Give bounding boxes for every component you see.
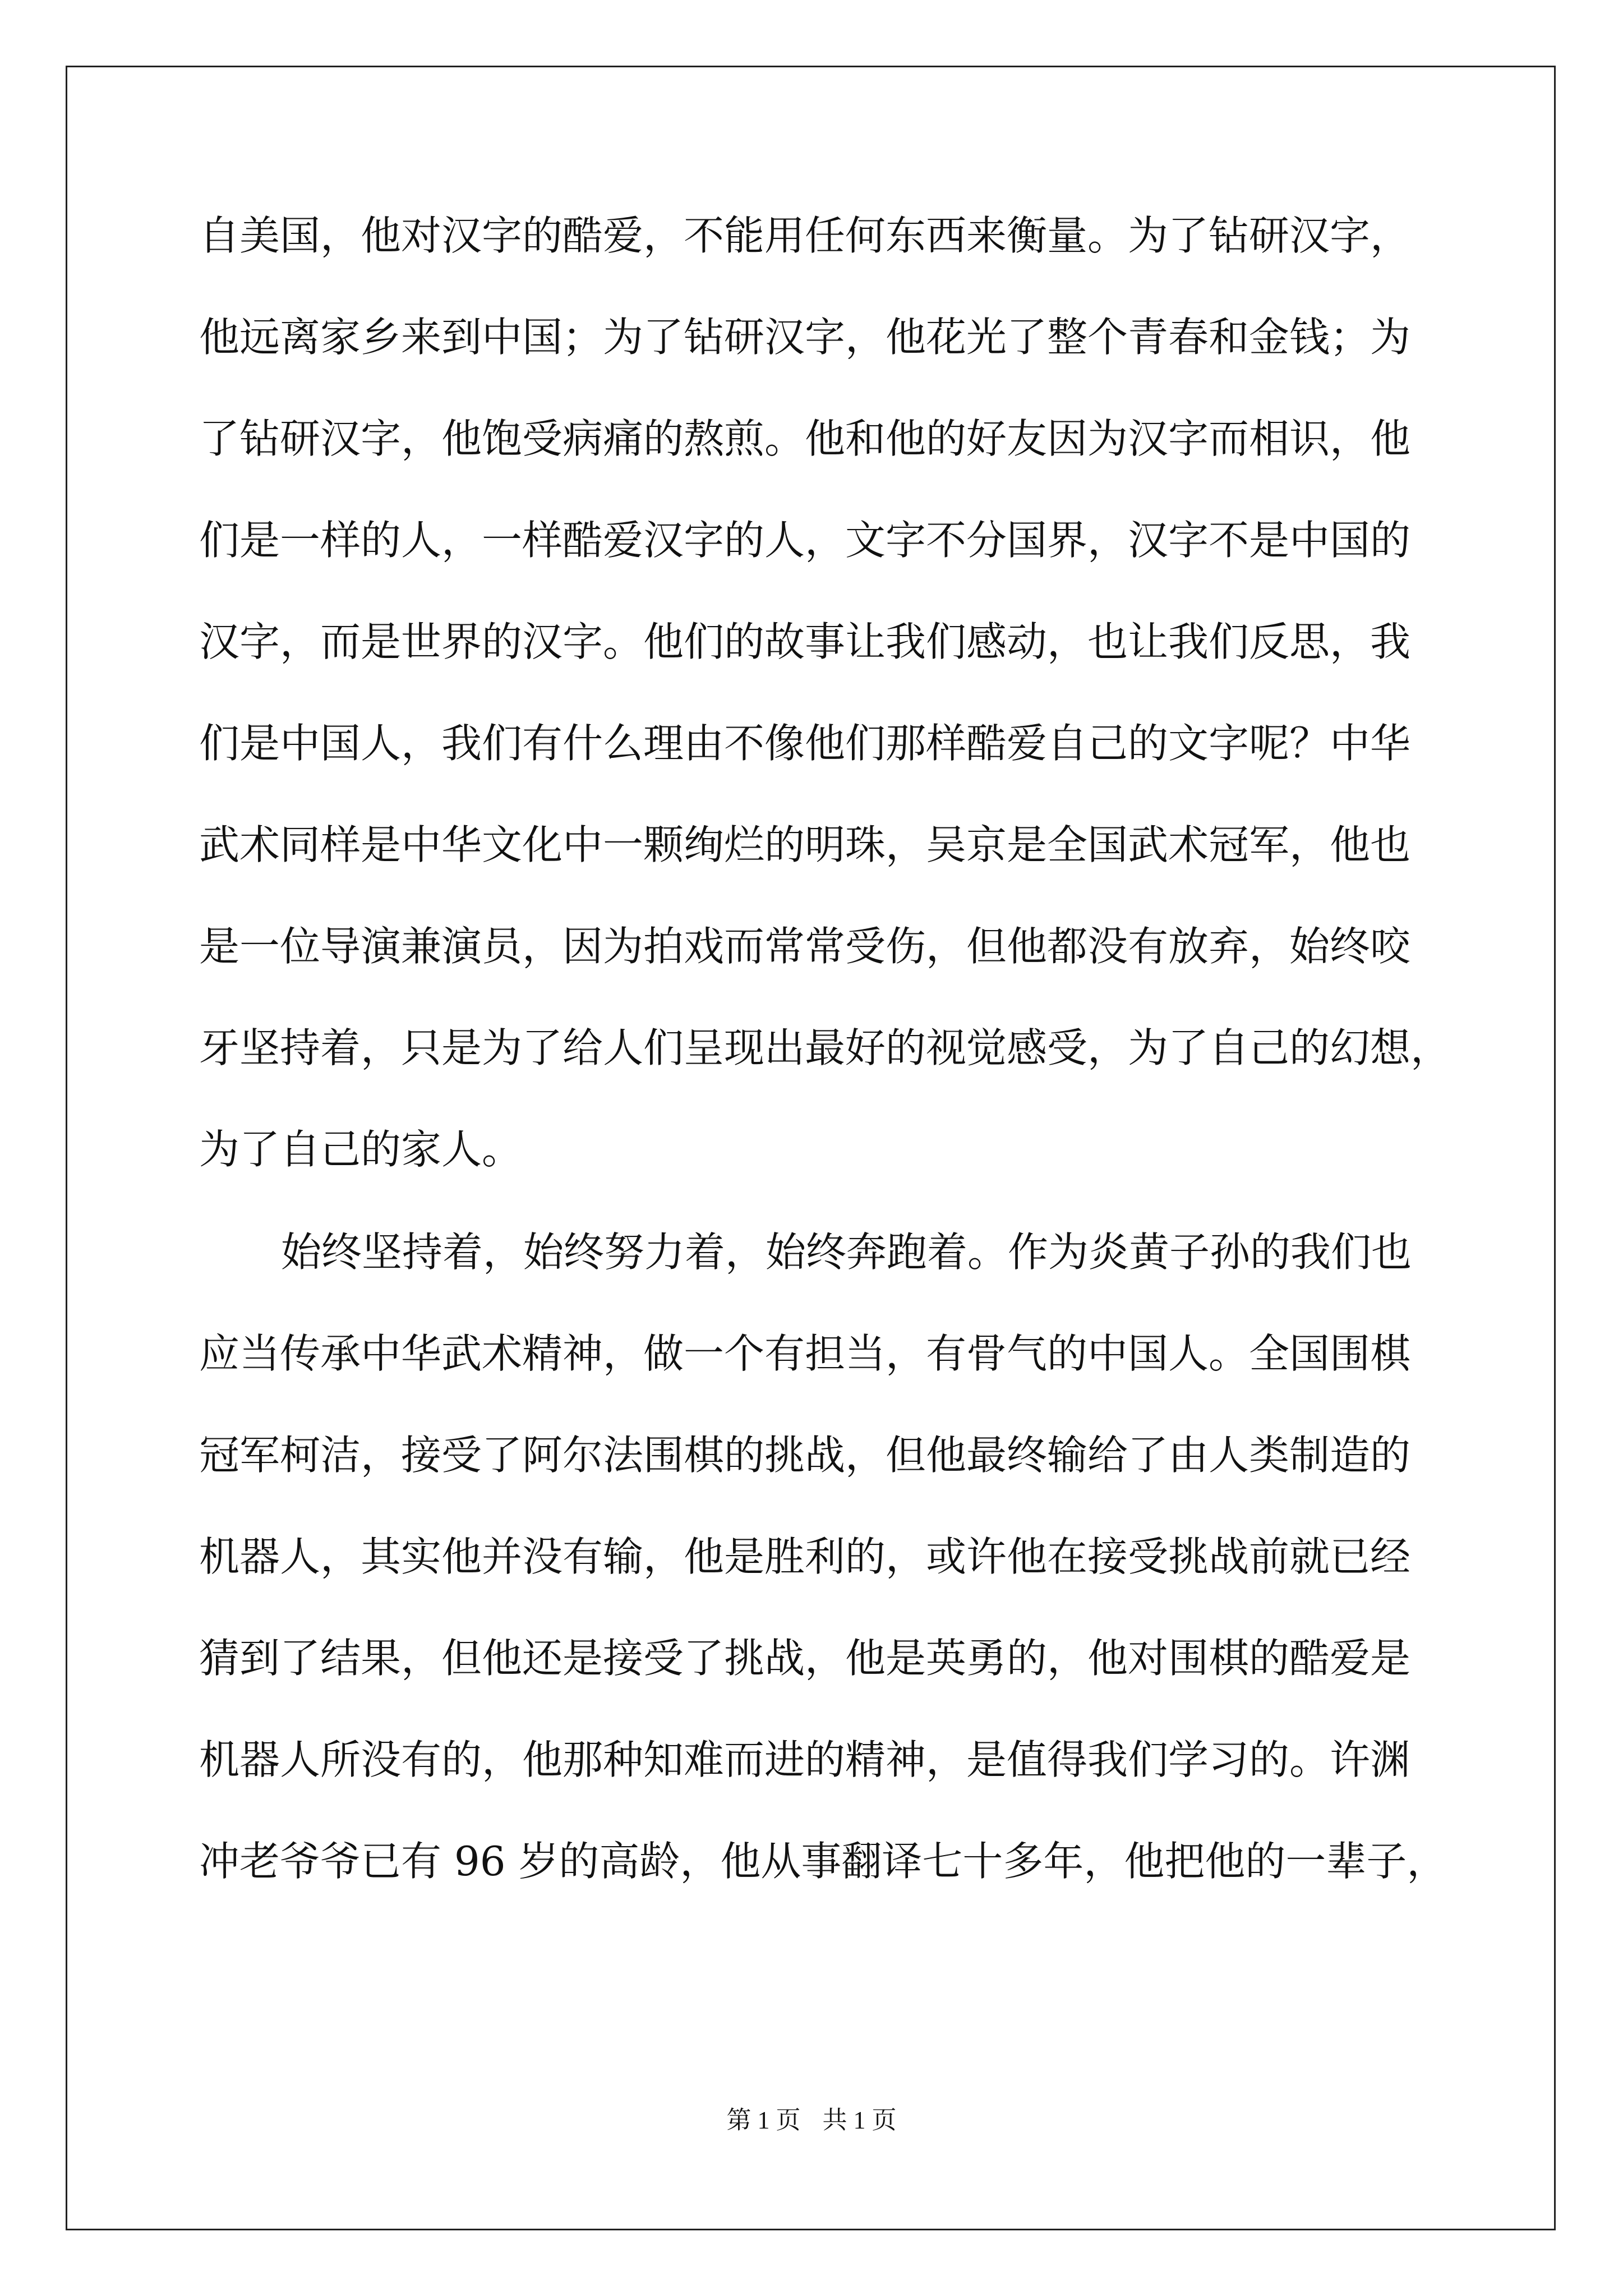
text-line: 冠军柯洁，接受了阿尔法围棋的挑战，但他最终输给了由人类制造的 <box>199 1432 1411 1479</box>
text-line: 们是一样的人，一样酷爱汉字的人，文字不分国界，汉字不是中国的 <box>199 517 1411 564</box>
text-line: 是一位导演兼演员，因为拍戏而常常受伤，但他都没有放弃，始终咬 <box>199 923 1411 970</box>
text-line: 冲老爷爷已有 96 岁的高龄，他从事翻译七十多年，他把他的一辈子， <box>199 1838 1447 1885</box>
page-count: 共 1 页 <box>822 2106 897 2134</box>
text-line: 应当传承中华武术精神，做一个有担当，有骨气的中国人。全国围棋 <box>199 1330 1411 1377</box>
text-line: 机器人所没有的，他那种知难而进的精神，是值得我们学习的。许渊 <box>199 1736 1411 1783</box>
text-line: 自美国，他对汉字的酷爱，不能用任何东西来衡量。为了钻研汉字， <box>199 212 1411 259</box>
text-line: 了钻研汉字，他饱受病痛的熬煎。他和他的好友因为汉字而相识，他 <box>199 415 1411 462</box>
text-line: 汉字，而是世界的汉字。他们的故事让我们感动，也让我们反思，我 <box>199 618 1411 665</box>
text-line: 牙坚持着，只是为了给人们呈现出最好的视觉感受，为了自己的幻想， <box>199 1024 1451 1071</box>
page-footer <box>0 2104 1623 2137</box>
text-line: 猜到了结果，但他还是接受了挑战，他是英勇的，他对围棋的酷爱是 <box>199 1635 1411 1682</box>
page-number: 第 1 页 <box>726 2106 801 2134</box>
text-line: 他远离家乡来到中国；为了钻研汉字，他花光了整个青春和金钱；为 <box>199 314 1411 361</box>
text-line: 始终坚持着，始终努力着，始终奔跑着。作为炎黄子孙的我们也 <box>281 1228 1412 1276</box>
text-line: 机器人，其实他并没有输，他是胜利的，或许他在接受挑战前就已经 <box>199 1533 1411 1580</box>
text-line: 为了自己的家人。 <box>199 1126 523 1173</box>
text-line: 武术同样是中华文化中一颗绚烂的明珠，吴京是全国武术冠军，他也 <box>199 821 1411 868</box>
text-line: 们是中国人，我们有什么理由不像他们那样酷爱自己的文字呢？中华 <box>199 720 1411 767</box>
